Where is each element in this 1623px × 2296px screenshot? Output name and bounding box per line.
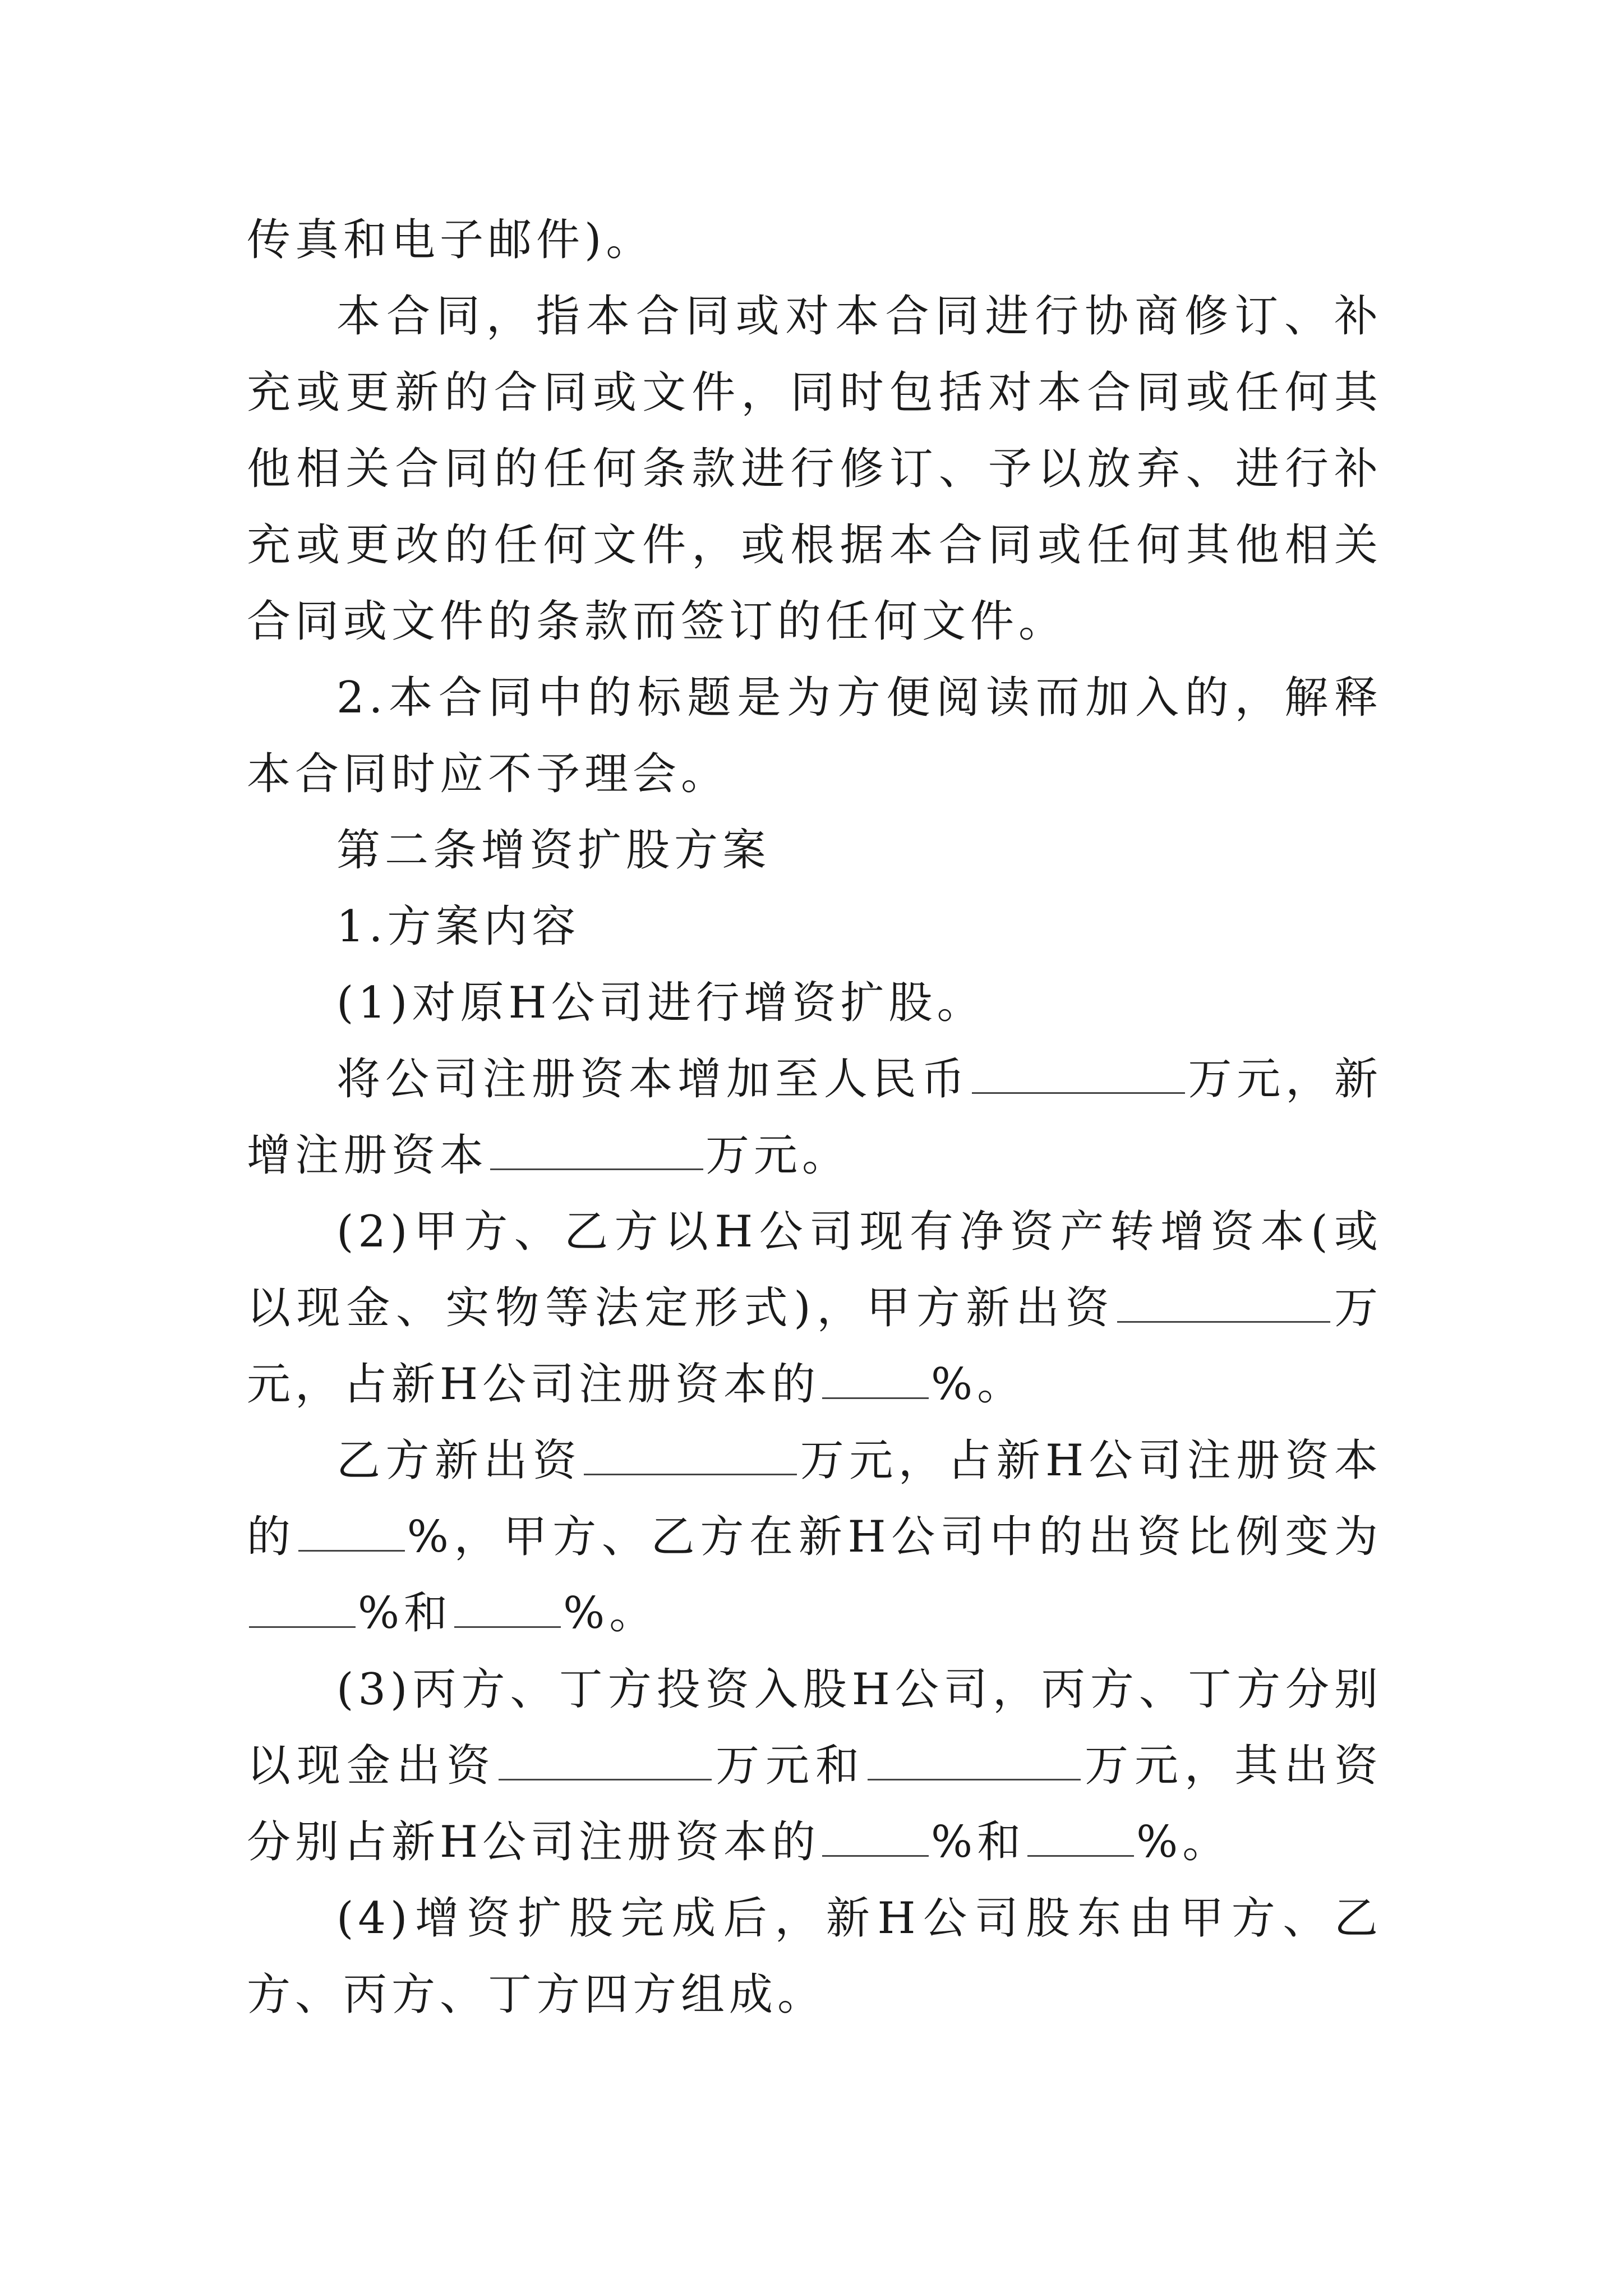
subsection-heading-plan-content: 1.方案内容 bbox=[336, 901, 580, 952]
text-run: 万元。 bbox=[706, 1130, 851, 1181]
paragraph-headings-clause: 2.本合同中的标题是为方便阅读而加入的，解释本合同时应不予理会。 bbox=[247, 673, 1382, 799]
clause-2-party-a-b-contribution bbox=[247, 1194, 1382, 1423]
clause-1-capital-increase: (1)对原H公司进行增资扩股。 bbox=[336, 978, 985, 1028]
text-run: (2)甲方、乙方以H公司现有净资产转增资本(或以现金、实物等法定形式)，甲方新出资 bbox=[247, 1207, 1382, 1333]
paragraph-registered-capital bbox=[247, 1041, 1382, 1194]
clause-3-party-c-d-investment bbox=[247, 1651, 1382, 1880]
fill-blank[interactable] bbox=[249, 1591, 356, 1628]
clause-4-shareholders: (4)增资扩股完成后，新H公司股东由甲方、乙方、丙方、丁方四方组成。 bbox=[247, 1893, 1382, 2020]
section-heading-capital-increase: 第二条增资扩股方案 bbox=[336, 825, 771, 876]
text-run: %。 bbox=[931, 1359, 1026, 1410]
text-run: 将公司注册资本增加至人民币 bbox=[336, 1054, 970, 1105]
fill-blank[interactable] bbox=[499, 1744, 712, 1780]
text-run: 万元，占新H公司注册资本的 bbox=[247, 1435, 1382, 1562]
fill-blank[interactable] bbox=[972, 1057, 1185, 1094]
fill-blank[interactable] bbox=[1027, 1820, 1134, 1857]
fill-blank[interactable] bbox=[490, 1134, 703, 1170]
text-run: 万元和 bbox=[714, 1741, 865, 1791]
text-run: %和 bbox=[358, 1588, 453, 1639]
fill-blank[interactable] bbox=[822, 1820, 929, 1857]
fill-blank[interactable] bbox=[868, 1744, 1081, 1780]
text-run: %，甲方、乙方在新H公司中的出资比例变为 bbox=[407, 1512, 1382, 1562]
text-run: %。 bbox=[1136, 1817, 1231, 1867]
paragraph-fax-email: 传真和电子邮件)。 bbox=[247, 215, 654, 265]
document-body bbox=[247, 202, 1382, 2033]
fill-blank[interactable] bbox=[1117, 1286, 1330, 1323]
text-run: %。 bbox=[563, 1588, 658, 1639]
fill-blank[interactable] bbox=[298, 1515, 405, 1552]
text-run: 万元，其出资分别占新H公司注册资本的 bbox=[247, 1741, 1382, 1867]
text-run: 万元，新增注册资本 bbox=[247, 1054, 1382, 1181]
fill-blank[interactable] bbox=[822, 1363, 929, 1399]
fill-blank[interactable] bbox=[584, 1439, 797, 1475]
text-run: 万元，占新H公司注册资本的 bbox=[247, 1283, 1382, 1410]
text-run: %和 bbox=[931, 1817, 1026, 1867]
paragraph-contract-definition: 本合同，指本合同或对本合同进行协商修订、补充或更新的合同或文件，同时包括对本合同或任何其他相关合同的任何条款进行修订、予以放弃、进行补充或更改的任何文件，或根据本合同或任何其他相关合同或文件的条款而签订的任何文件。 bbox=[247, 291, 1382, 647]
text-run: (3)丙方、丁方投资入股H公司，丙方、丁方分别以现金出资 bbox=[247, 1664, 1382, 1791]
text-run: 乙方新出资 bbox=[336, 1435, 582, 1486]
paragraph-party-b-contribution bbox=[247, 1423, 1382, 1651]
fill-blank[interactable] bbox=[454, 1591, 561, 1628]
